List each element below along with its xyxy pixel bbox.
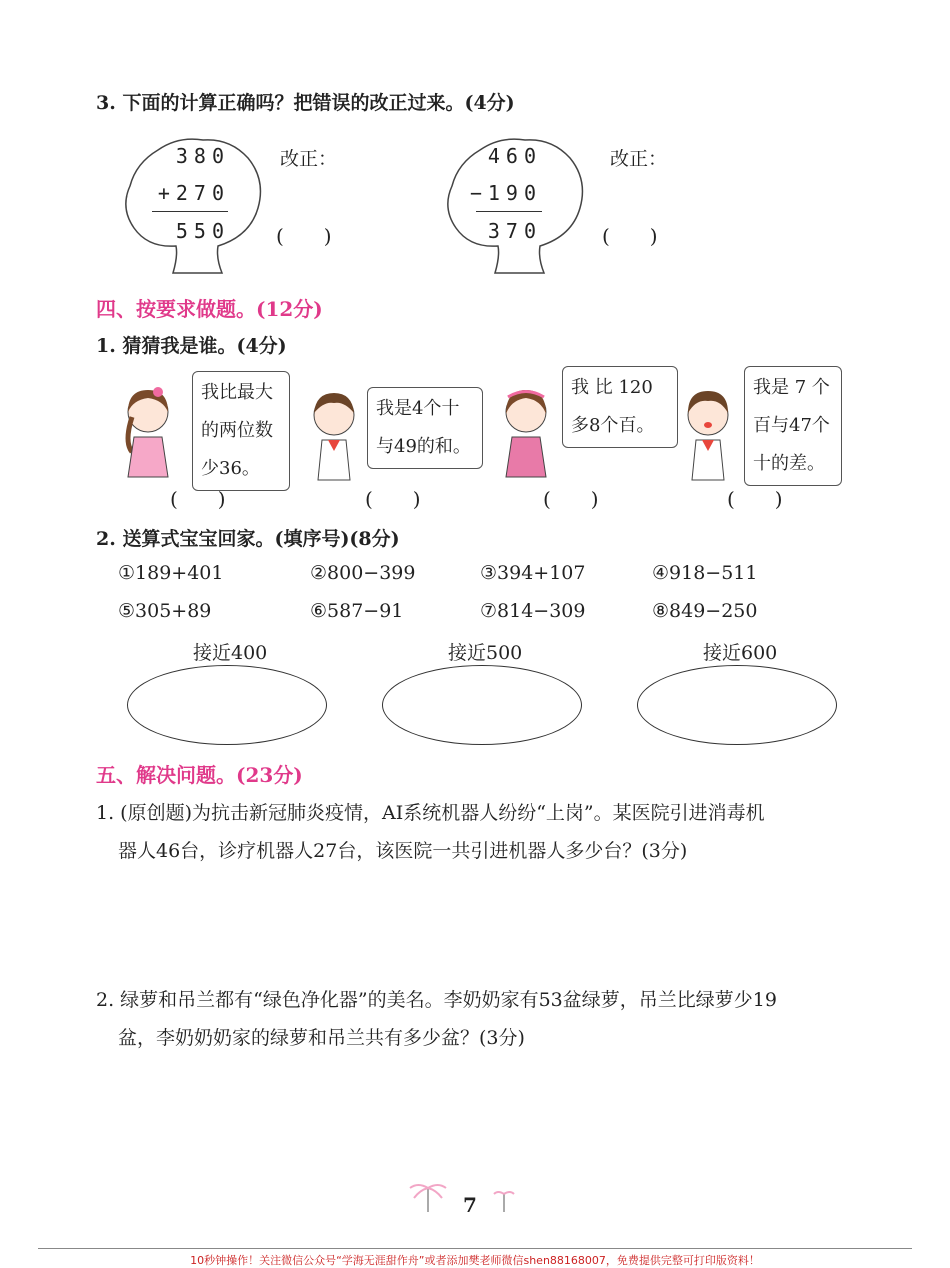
calc-left-line xyxy=(152,211,228,212)
expr-4: ④918−511 xyxy=(652,562,758,584)
expr-2: ②800−399 xyxy=(310,562,416,584)
calc-right-result: 370 xyxy=(487,219,542,243)
group-label-400: 接近400 xyxy=(193,642,268,664)
calc-right-op: −190 xyxy=(469,181,542,205)
speech-bubble-4 xyxy=(744,366,842,486)
calc-right-top: 460 xyxy=(487,144,542,168)
q3-title: 3. 下面的计算正确吗？把错误的改正过来。(4分) xyxy=(96,92,515,114)
footer-divider xyxy=(38,1248,912,1249)
s5-q2-line2: 盆，李奶奶奶家的绿萝和吊兰共有多少盆？(3分) xyxy=(118,1027,525,1049)
calc-right-line xyxy=(476,211,542,212)
answer-ellipse-400[interactable] xyxy=(127,665,327,745)
expr-7: ⑦814−309 xyxy=(480,600,586,622)
answer-paren-3[interactable]: ( ) xyxy=(543,487,599,511)
bubble4-line1: 我是 7 个 xyxy=(753,377,830,398)
answer-paren-4[interactable]: ( ) xyxy=(727,487,783,511)
group-label-500: 接近500 xyxy=(448,642,523,664)
answer-paren-2[interactable]: ( ) xyxy=(365,487,421,511)
answer-ellipse-600[interactable] xyxy=(637,665,837,745)
footer-promo-text: 10秒钟操作！关注微信公众号“学海无涯甜作舟”或者添加樊老师微信shen88168007，免费提供完整可打印版资料！ xyxy=(190,1254,760,1267)
bubble1-line2: 的两位数 xyxy=(201,420,273,441)
s4-q1-title: 1. 猜猜我是谁。(4分) xyxy=(96,335,287,357)
girl-illustration-2 xyxy=(496,382,556,482)
girl-illustration-1 xyxy=(118,382,178,482)
palm-tree-icon-right xyxy=(492,1186,516,1214)
speech-bubble-3 xyxy=(562,366,678,448)
calc-left-op: +270 xyxy=(157,181,230,205)
bubble1-line3: 少36。 xyxy=(201,458,260,479)
s5-q2-line1: 2. 绿萝和吊兰都有“绿色净化器”的美名。李奶奶家有53盆绿萝，吊兰比绿萝少19 xyxy=(96,989,777,1011)
answer-paren-right[interactable]: ( ) xyxy=(602,224,658,248)
page-number: 7 xyxy=(463,1193,477,1217)
s5-q1-line1: 1. (原创题)为抗击新冠肺炎疫情，AI系统机器人纷纷“上岗”。某医院引进消毒机 xyxy=(96,802,765,824)
expr-6: ⑥587−91 xyxy=(310,600,404,622)
answer-paren-1[interactable]: ( ) xyxy=(170,487,226,511)
bubble4-line2: 百与47个 xyxy=(753,415,830,436)
s5-q1-line2: 器人46台，诊疗机器人27台，该医院一共引进机器人多少台？(3分) xyxy=(118,840,688,862)
bubble3-line1: 我 比 120 xyxy=(571,377,653,398)
bubble2-line1: 我是4个十 xyxy=(376,398,460,419)
fix-label-right: 改正： xyxy=(610,148,668,170)
speech-bubble-1 xyxy=(192,371,290,491)
section4-title: 四、按要求做题。(12分) xyxy=(96,297,323,321)
s4-q2-title: 2. 送算式宝宝回家。(填序号)(8分) xyxy=(96,528,400,550)
section5-title: 五、解决问题。(23分) xyxy=(96,763,303,787)
bubble1-line1: 我比最大 xyxy=(201,382,273,403)
bubble2-line2: 与49的和。 xyxy=(376,436,471,457)
bubble3-line2: 多8个百。 xyxy=(571,415,655,436)
group-label-600: 接近600 xyxy=(703,642,778,664)
expr-3: ③394+107 xyxy=(480,562,586,584)
bubble4-line3: 十的差。 xyxy=(753,453,825,474)
calc-left-top: 380 xyxy=(175,144,230,168)
expr-8: ⑧849−250 xyxy=(652,600,758,622)
calc-left-result: 550 xyxy=(175,219,230,243)
boy-illustration-2 xyxy=(678,385,738,485)
answer-ellipse-500[interactable] xyxy=(382,665,582,745)
speech-bubble-2 xyxy=(367,387,483,469)
boy-illustration-1 xyxy=(304,385,364,485)
palm-tree-icon-left xyxy=(408,1178,448,1214)
fix-label-left: 改正： xyxy=(280,148,338,170)
expr-1: ①189+401 xyxy=(118,562,224,584)
expr-5: ⑤305+89 xyxy=(118,600,212,622)
answer-paren-left[interactable]: ( ) xyxy=(276,224,332,248)
